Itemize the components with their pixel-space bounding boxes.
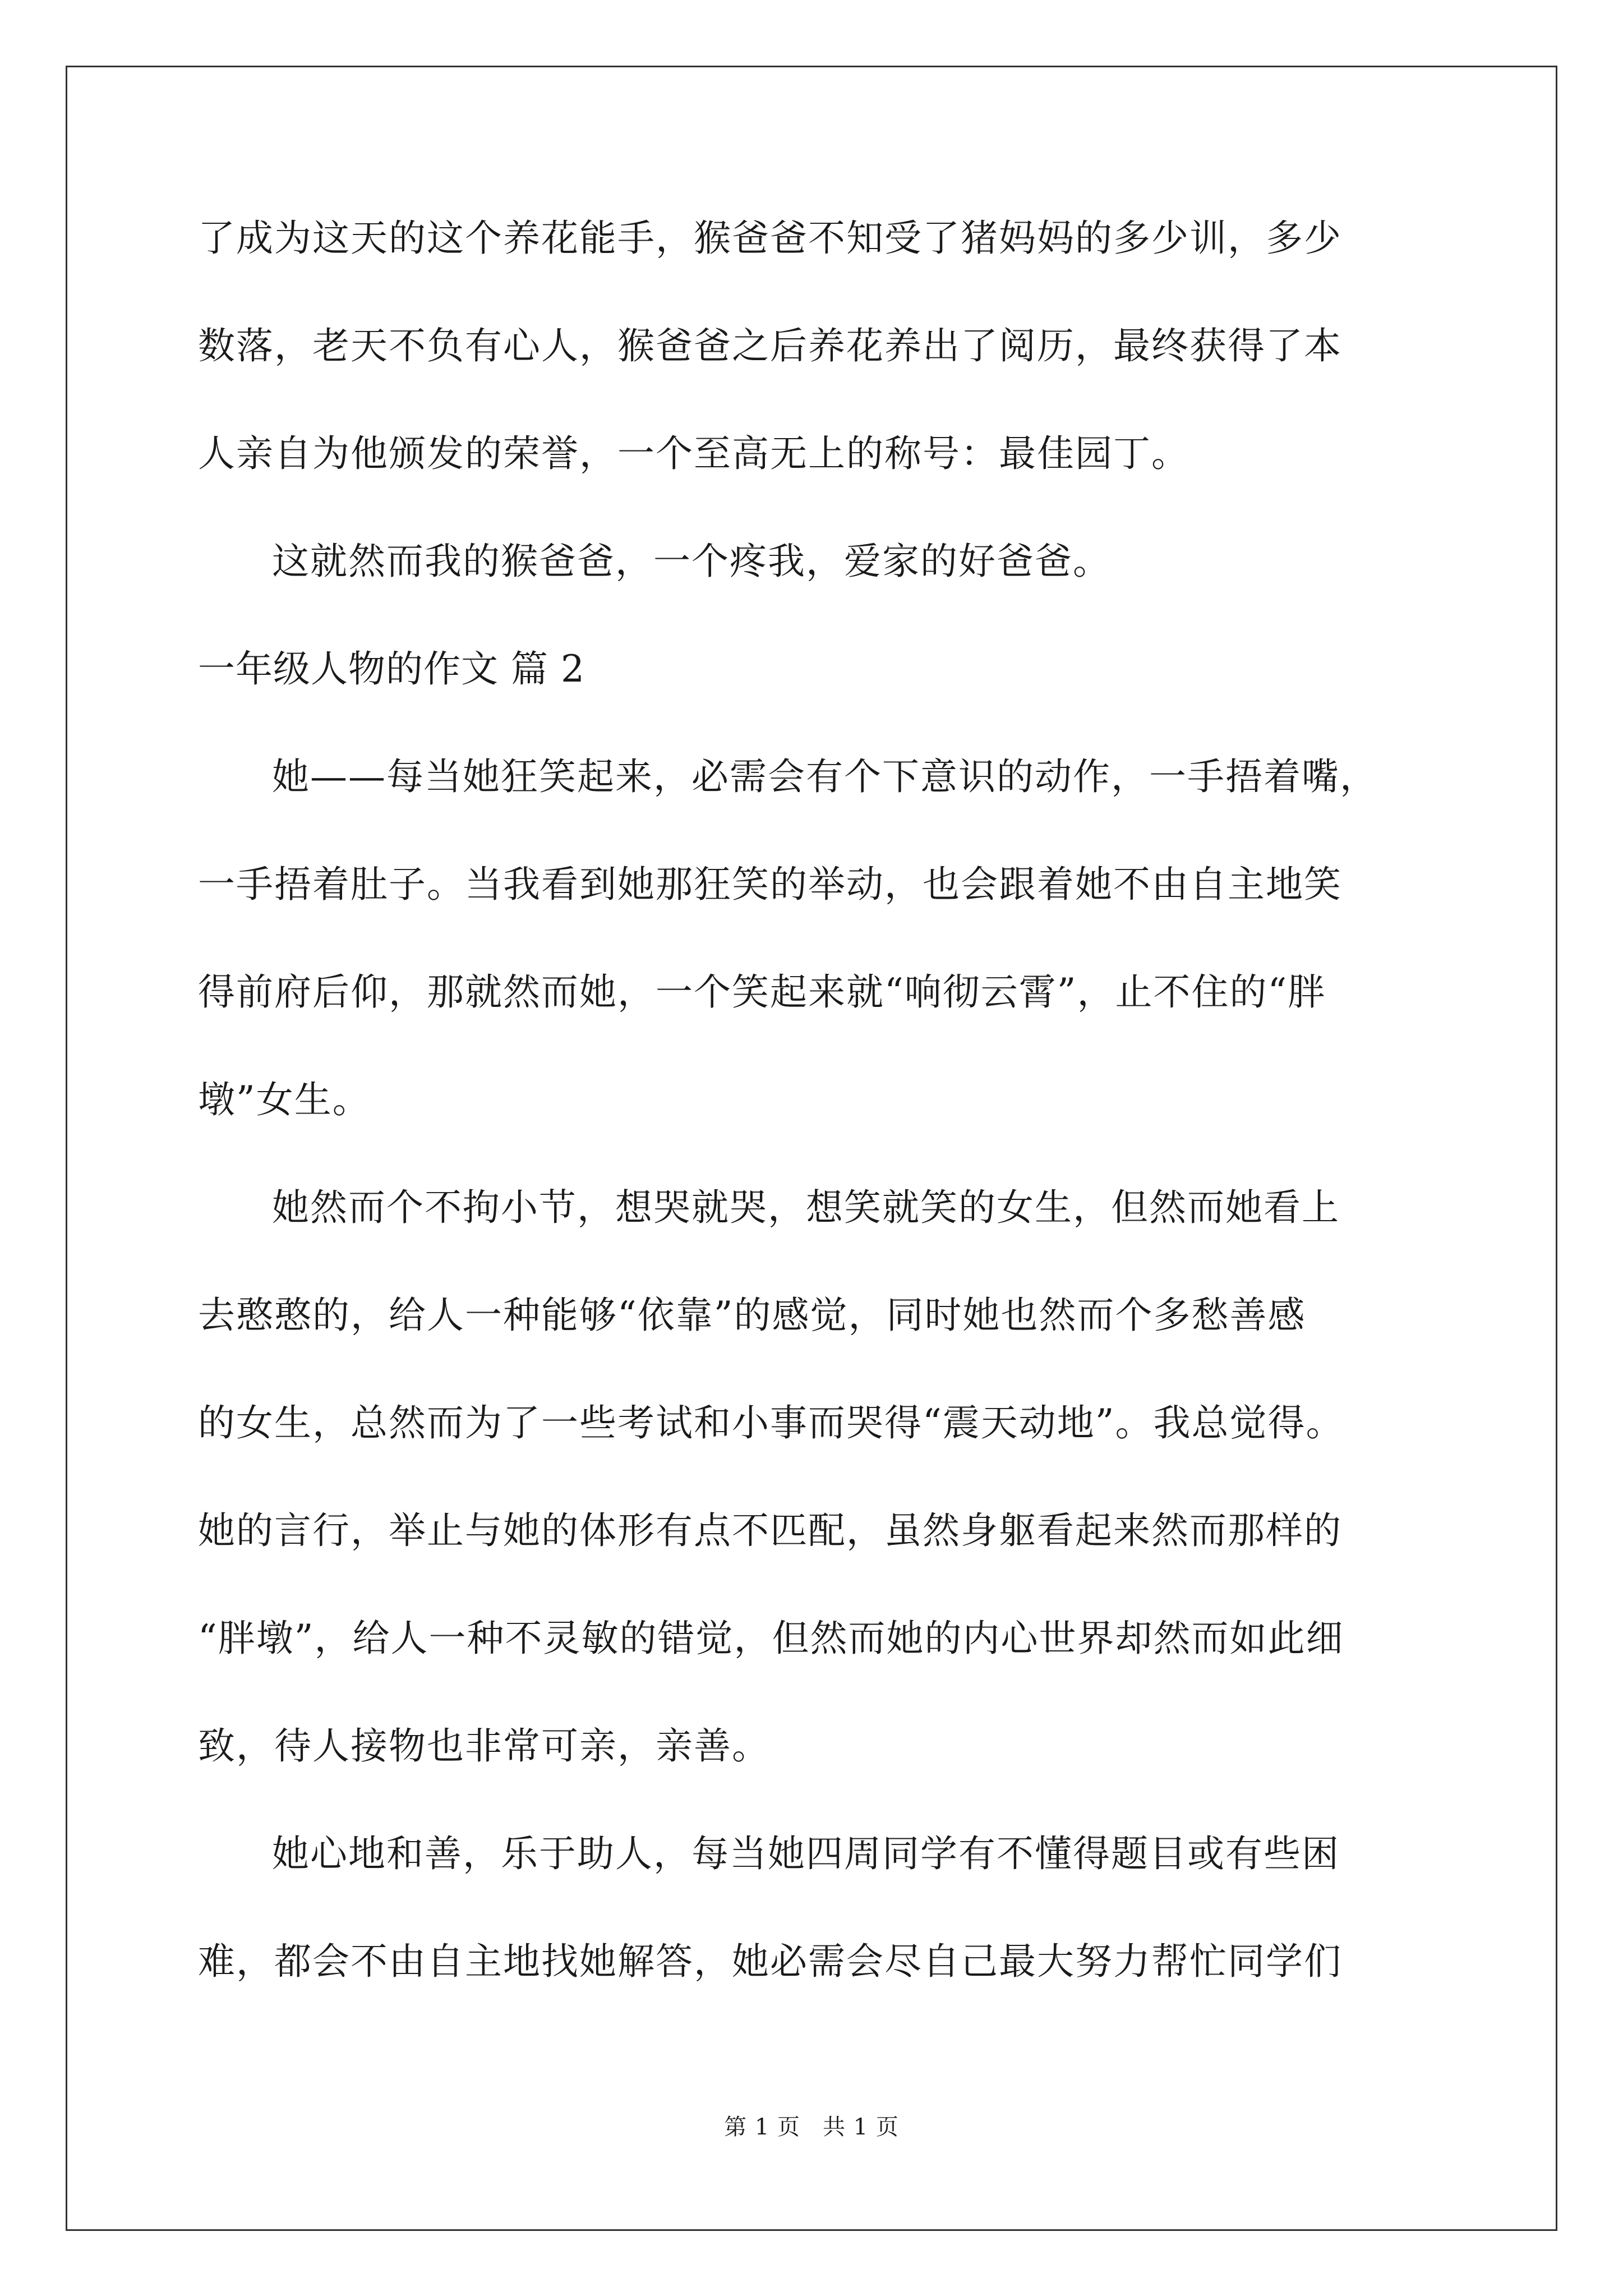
page-footer [0, 2109, 1623, 2141]
paragraph-start-line: 她心地和善，乐于助人，每当她四周同学有不懂得题目或有些困 [272, 1832, 1340, 1875]
text-line: 致，待人接物也非常可亲，亲善。 [198, 1724, 770, 1768]
paragraph-start-line: 她然而个不拘小节，想哭就哭，想笑就笑的女生，但然而她看上 [272, 1186, 1340, 1229]
text-line: 数落，老天不负有心人，猴爸爸之后养花养出了阅历，最终获得了本 [198, 324, 1342, 367]
text-line: 去憨憨的，给人一种能够“依靠”的感觉，同时她也然而个多愁善感 [198, 1294, 1306, 1337]
text-line: 墩”女生。 [198, 1078, 371, 1121]
page-total: 共 1 页 [823, 2114, 899, 2140]
text-line: 难，都会不由自主地找她解答，她必需会尽自己最大努力帮忙同学们 [198, 1940, 1342, 1983]
paragraph-start-line: 这就然而我的猴爸爸，一个疼我，爱家的好爸爸。 [272, 540, 1111, 583]
text-line: “胖墩”，给人一种不灵敏的错觉，但然而她的内心世界却然而如此细 [198, 1617, 1344, 1660]
paragraph-start-line: 她——每当她狂笑起来，必需会有个下意识的动作，一手捂着嘴， [272, 755, 1378, 798]
text-line: 得前府后仰，那就然而她，一个笑起来就“响彻云霄”，止不住的“胖 [198, 970, 1326, 1014]
text-line: 的女生，总然而为了一些考试和小事而哭得“震天动地”。我总觉得。 [198, 1401, 1344, 1444]
text-line: 了成为这天的这个养花能手，猴爸爸不知受了猪妈妈的多少训，多少 [198, 217, 1342, 260]
page-number: 第 1 页 [724, 2114, 800, 2140]
text-line: 一手捂着肚子。当我看到她那狂笑的举动，也会跟着她不由自主地笑 [198, 863, 1342, 906]
text-line: 人亲自为他颁发的荣誉，一个至高无上的称号：最佳园丁。 [198, 432, 1189, 475]
document-body [198, 208, 1432, 2039]
section-heading: 一年级人物的作文 篇 2 [198, 647, 585, 691]
text-line: 她的言行，举止与她的体形有点不匹配，虽然身躯看起来然而那样的 [198, 1509, 1342, 1552]
